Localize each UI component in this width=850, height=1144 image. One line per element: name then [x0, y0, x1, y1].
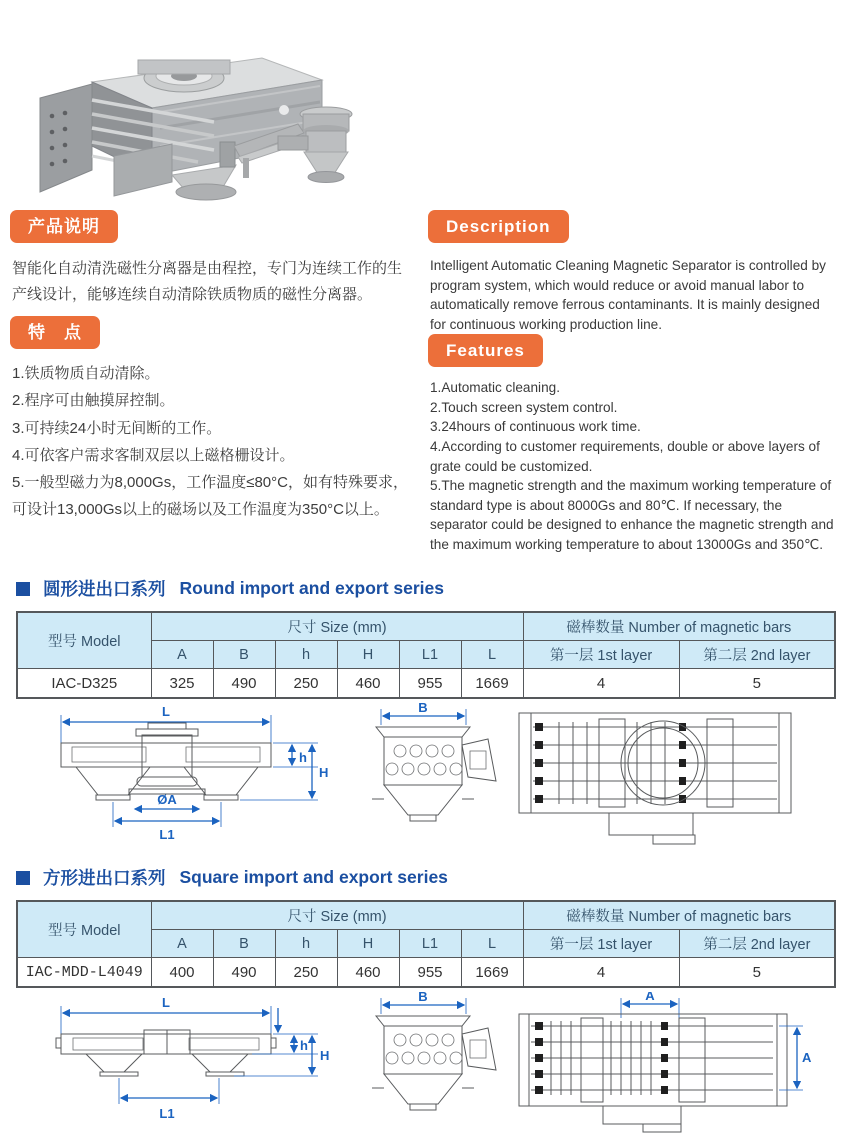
- size-header: 尺寸 Size (mm): [151, 901, 523, 930]
- table-row: [17, 669, 835, 699]
- dim-label-H: H: [320, 1048, 330, 1064]
- square-series-drawings: [16, 992, 850, 1144]
- square-series-heading: [16, 865, 850, 890]
- list-item: 1.Automatic cleaning.: [430, 380, 560, 396]
- square-series-table: [16, 900, 836, 988]
- col-header-B: B: [213, 930, 275, 958]
- value-L1: 955: [399, 958, 461, 988]
- dim-label-L1: L1: [159, 827, 175, 843]
- value-layer1: 4: [523, 669, 679, 699]
- round-side-view-drawing: [356, 703, 511, 853]
- cn-description-badge: 产品说明: [10, 210, 118, 243]
- dim-label-L: L: [162, 704, 170, 720]
- model-header: 型号 Model: [17, 901, 151, 958]
- col-header-A: A: [151, 641, 213, 669]
- bars-header: 磁棒数量 Number of magnetic bars: [523, 612, 835, 641]
- english-column: [416, 210, 850, 554]
- value-L: 1669: [461, 669, 523, 699]
- list-item: 3.24hours of continuous work time.: [430, 419, 641, 435]
- heading-cn: 圆形进出口系列: [43, 579, 166, 600]
- size-header: 尺寸 Size (mm): [151, 612, 523, 641]
- dim-label-h: h: [300, 1038, 308, 1054]
- list-item: 1.铁质物质自动清除。: [12, 365, 160, 382]
- list-item: 4.可依客户需求客制双层以上磁格栅设计。: [12, 446, 295, 464]
- value-h: 250: [275, 958, 337, 988]
- en-features-list: [428, 378, 836, 554]
- value-H: 460: [337, 669, 399, 699]
- value-L1: 955: [399, 669, 461, 699]
- dim-label-H: H: [319, 765, 329, 781]
- square-side-view-drawing: [356, 992, 511, 1142]
- col-header-L: L: [461, 930, 523, 958]
- col-header-L1: L1: [399, 641, 461, 669]
- en-description-text: Intelligent Automatic Cleaning Magnetic Separator is controlled by program system, which would reduce or avoid manual labor to automatically remove ferrous contaminants. It is mainly designed for continuous working production line.: [430, 258, 826, 332]
- square-series-section: [0, 865, 850, 1144]
- list-item: 2.Touch screen system control.: [430, 399, 618, 415]
- value-h: 250: [275, 669, 337, 699]
- model-cell: IAC-D325: [17, 669, 151, 699]
- round-series-drawings: [16, 703, 850, 855]
- en-features-badge: Features: [428, 334, 543, 367]
- square-bullet-icon: [16, 871, 30, 885]
- dim-label-L: L: [162, 995, 170, 1011]
- list-item: 4.According to customer requirements, double or above layers of grate could be customized.: [430, 438, 820, 474]
- col-header-H: H: [337, 930, 399, 958]
- dim-label-h: h: [299, 750, 307, 766]
- dim-label-B: B: [418, 992, 428, 1005]
- value-L: 1669: [461, 958, 523, 988]
- model-cell: IAC-MDD-L4049: [17, 958, 151, 988]
- value-layer1: 4: [523, 958, 679, 988]
- en-description-badge: Description: [428, 210, 569, 243]
- round-series-table: [16, 611, 836, 699]
- heading-en: Round import and export series: [179, 578, 444, 599]
- value-A: 325: [151, 669, 213, 699]
- round-front-view-drawing: [16, 703, 356, 853]
- model-header: 型号 Model: [17, 612, 151, 669]
- col-header-H: H: [337, 641, 399, 669]
- list-item: 2.程序可由触摸屏控制。: [12, 392, 175, 410]
- col-header-layer1: 第一层 1st layer: [523, 641, 679, 669]
- dim-label-diaA: ØA: [157, 792, 177, 808]
- dim-label-A: A: [645, 992, 655, 1004]
- dim-label-L1: L1: [159, 1106, 175, 1122]
- square-bullet-icon: [16, 582, 30, 596]
- product-photos: [0, 0, 850, 202]
- cn-features-badge: 特 点: [10, 316, 100, 349]
- col-header-layer1: 第一层 1st layer: [523, 930, 679, 958]
- cn-description-text: 智能化自动清洗磁性分离器是由程控，专门为连续工作的生产线设计，能够连续自动清除铁质物质的磁性分离器。: [12, 260, 403, 304]
- value-layer2: 5: [679, 669, 835, 699]
- col-header-A: A: [151, 930, 213, 958]
- heading-cn: 方形进出口系列: [43, 868, 166, 889]
- round-top-view-drawing: [511, 703, 811, 853]
- list-item: 5.The magnetic strength and the maximum working temperature of standard type is about 8000Gs and 80℃. If necessary, the separator could be designed to enhance the magnetic strength and the maximum working temperature to about 13000Gs and 350℃.: [430, 478, 834, 552]
- value-A: 400: [151, 958, 213, 988]
- dim-label-A-right: A: [802, 1050, 811, 1066]
- col-header-L: L: [461, 641, 523, 669]
- value-H: 460: [337, 958, 399, 988]
- valve-assembly-photo: [218, 100, 368, 190]
- value-B: 490: [213, 958, 275, 988]
- heading-en: Square import and export series: [179, 867, 448, 888]
- cn-description-block: [10, 210, 416, 316]
- value-layer2: 5: [679, 958, 835, 988]
- col-header-layer2: 第二层 2nd layer: [679, 641, 835, 669]
- square-top-view-drawing: [511, 992, 811, 1142]
- table-row: [17, 958, 835, 988]
- col-header-L1: L1: [399, 930, 461, 958]
- square-front-view-drawing: [16, 992, 356, 1142]
- chinese-column: [0, 210, 416, 554]
- col-header-h: h: [275, 641, 337, 669]
- value-B: 490: [213, 669, 275, 699]
- bars-header: 磁棒数量 Number of magnetic bars: [523, 901, 835, 930]
- round-series-section: [0, 576, 850, 855]
- en-description-block: [428, 210, 836, 334]
- round-series-heading: [16, 576, 850, 601]
- col-header-layer2: 第二层 2nd layer: [679, 930, 835, 958]
- list-item: 3.可持续24小时无间断的工作。: [12, 419, 222, 437]
- dim-label-B: B: [418, 703, 428, 716]
- col-header-h: h: [275, 930, 337, 958]
- cn-features-list: [10, 360, 416, 524]
- col-header-B: B: [213, 641, 275, 669]
- description-features-area: [0, 210, 850, 554]
- list-item: 5.一般型磁力为8,000Gs，工作温度≤80°C，如有特殊要求，可设计13,000Gs以上的磁场以及工作温度为350°C以上。: [12, 474, 408, 519]
